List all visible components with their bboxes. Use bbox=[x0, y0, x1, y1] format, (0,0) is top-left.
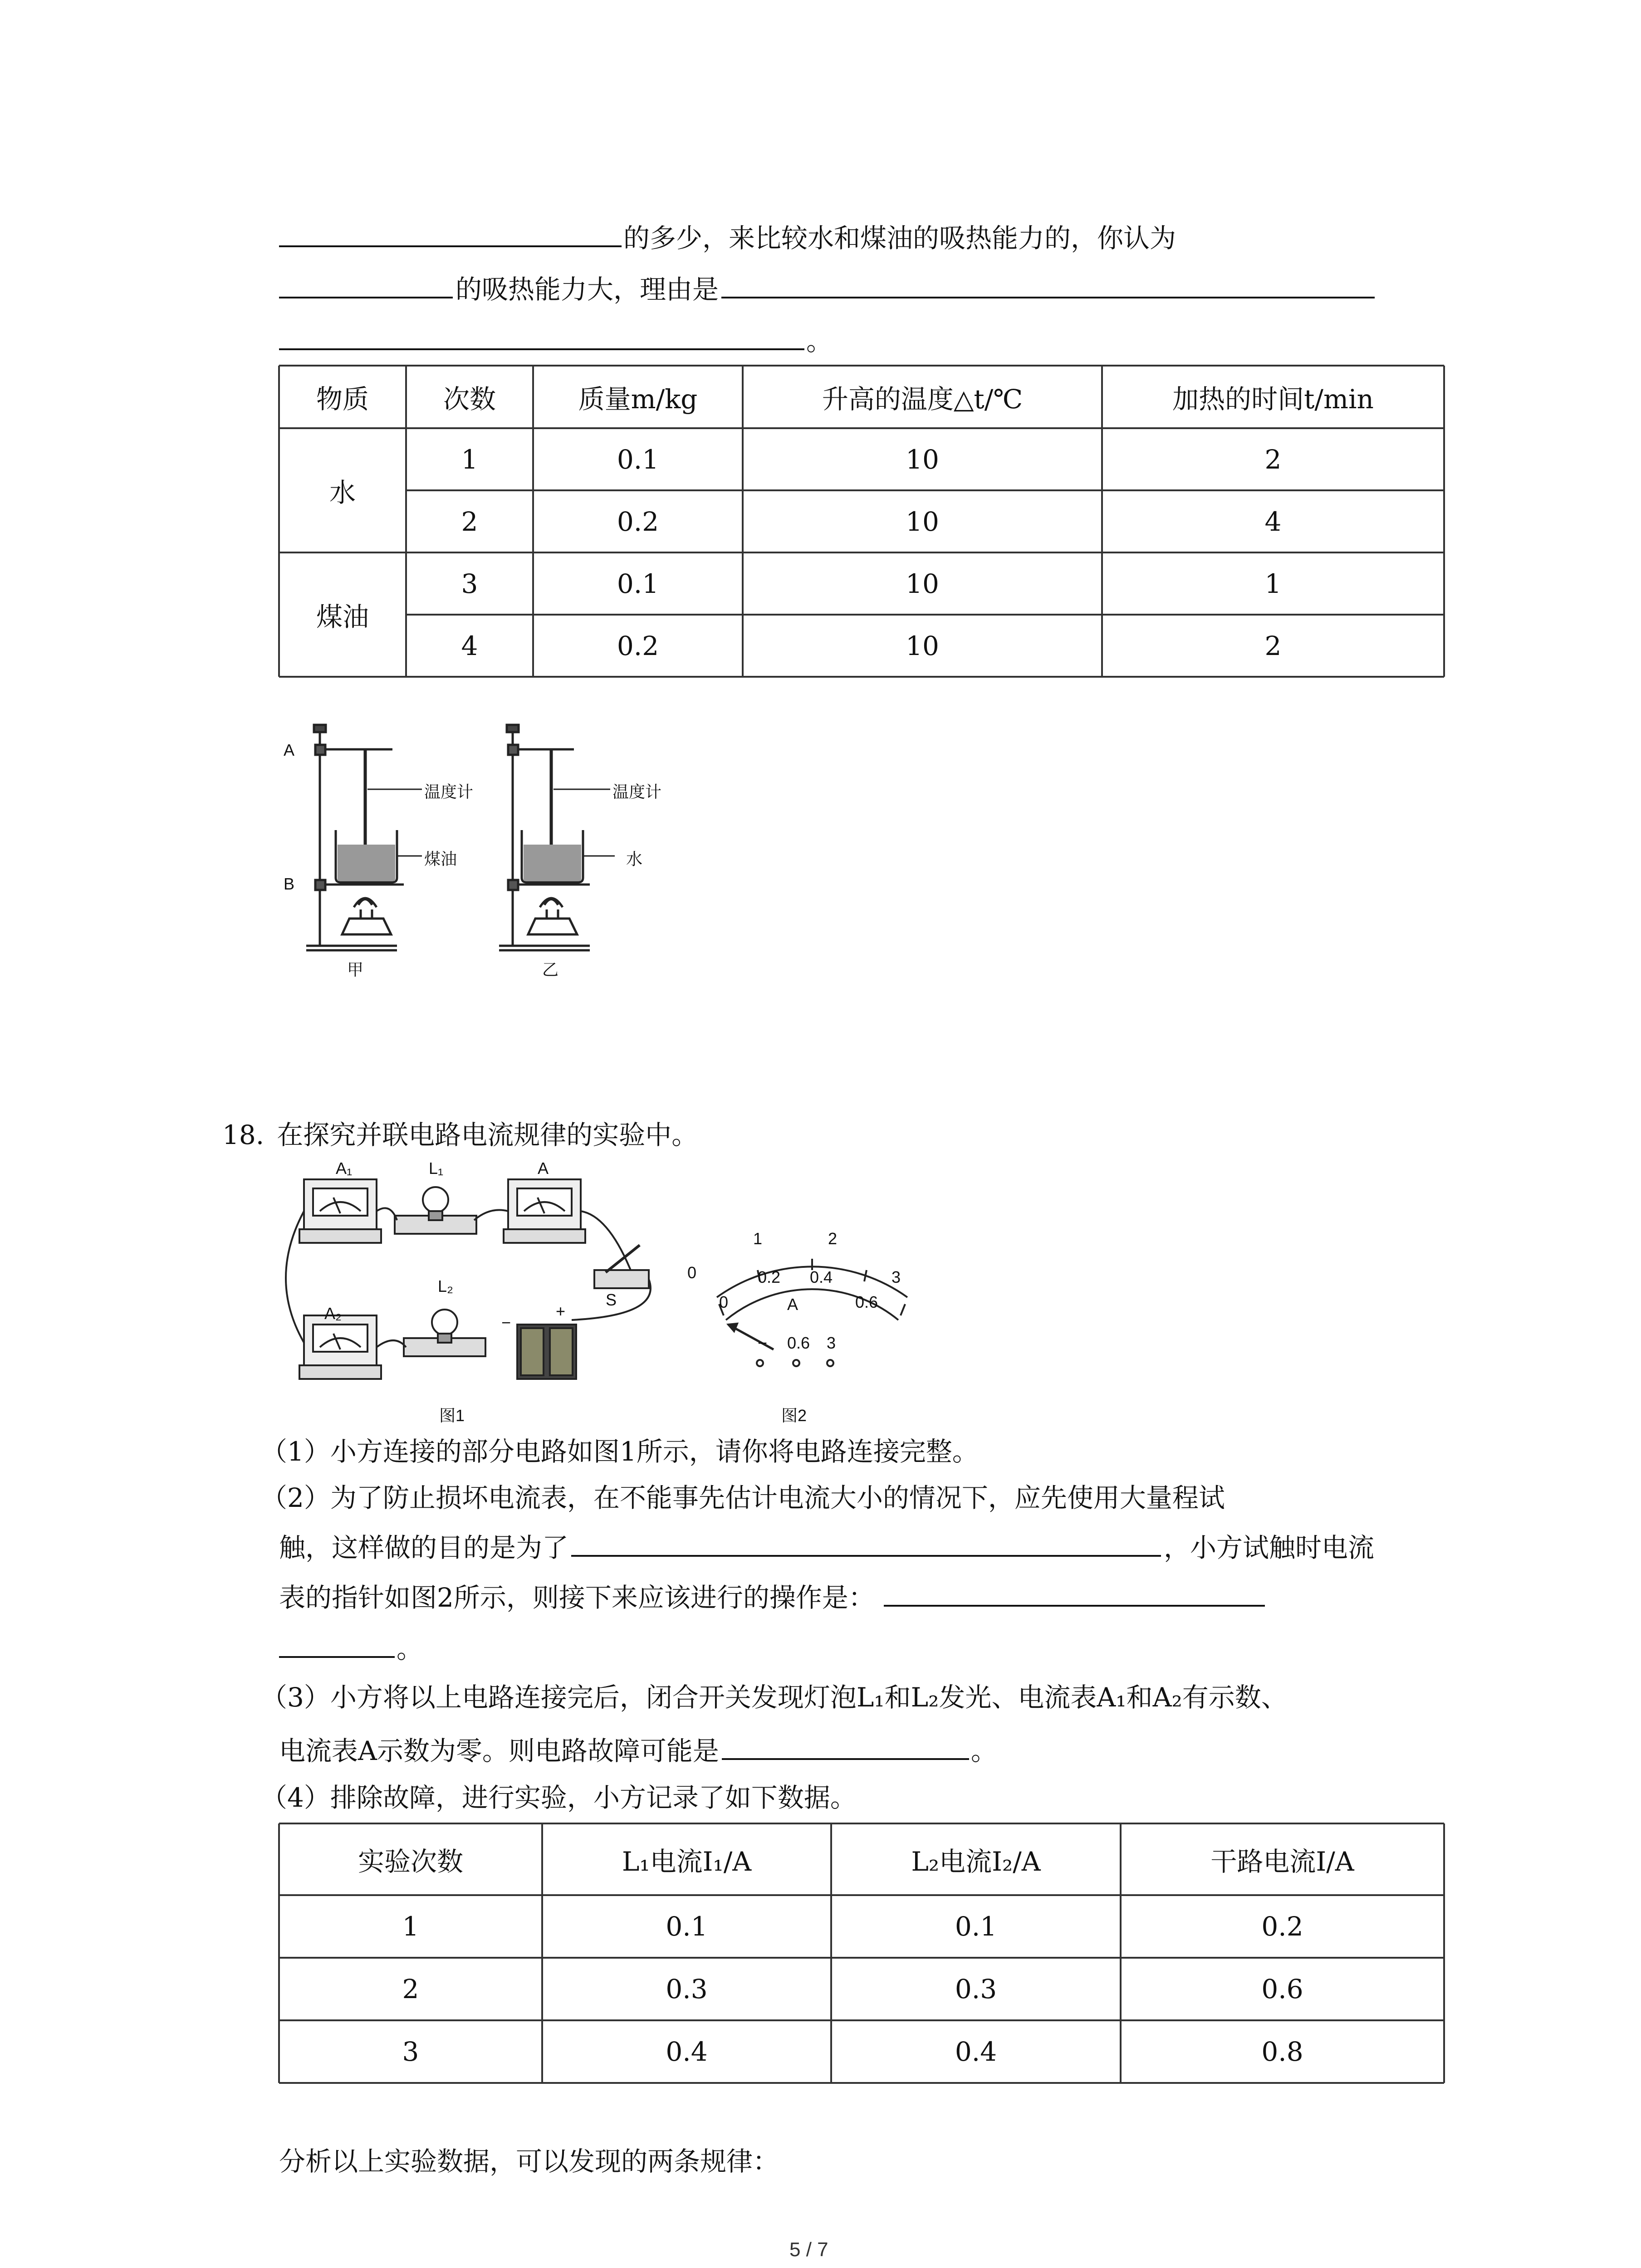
label-plus: + bbox=[556, 1302, 566, 1320]
q18-part3-line2: 电流表A示数为零。则电路故障可能是 。 bbox=[279, 1733, 997, 1769]
table-cell: 2 bbox=[402, 1974, 419, 2004]
current-table-header: L₂电流I₂/A bbox=[911, 1846, 1041, 1877]
q18-part2-line1: （2）为了防止损坏电流表，在不能事先估计电流大小的情况下，应先使用大量程试 bbox=[261, 1482, 1225, 1513]
heat-table-header: 升高的温度△t/℃ bbox=[822, 384, 1023, 415]
table-cell: 2 bbox=[1264, 444, 1282, 475]
table-cell: 10 bbox=[906, 568, 939, 599]
page-number: 5 / 7 bbox=[789, 2239, 828, 2261]
dial-unit: A bbox=[787, 1295, 798, 1314]
table-cell: 10 bbox=[906, 630, 939, 661]
q18-part2-line4: 。 bbox=[279, 1631, 423, 1667]
table-cell: 4 bbox=[461, 630, 478, 661]
current-table-header: 实验次数 bbox=[358, 1846, 463, 1877]
label-a: A bbox=[284, 741, 295, 759]
label-s: S bbox=[606, 1290, 617, 1309]
thermometer-label: 温度计 bbox=[612, 782, 662, 801]
q17-line2: 的吸热能力大，理由是 bbox=[279, 271, 1375, 308]
q18-part2-line3: 表的指针如图2所示，则接下来应该进行的操作是： bbox=[279, 1579, 1265, 1616]
table-cell: 1 bbox=[1264, 568, 1282, 599]
dial-bottom-2: 0.4 bbox=[810, 1268, 833, 1286]
substance-cell: 水 bbox=[329, 477, 356, 508]
label-a2: A₂ bbox=[324, 1304, 342, 1323]
table-cell: 2 bbox=[1264, 630, 1282, 661]
table-cell: 0.4 bbox=[955, 2036, 997, 2067]
caption-yi: 乙 bbox=[542, 960, 559, 979]
dial-top-3: 3 bbox=[892, 1268, 901, 1286]
label-minus: − bbox=[501, 1313, 511, 1332]
table-cell: 0.1 bbox=[955, 1911, 997, 1942]
water-label: 水 bbox=[626, 850, 643, 868]
dial-bottom-0: 0 bbox=[719, 1293, 729, 1311]
q17-line1: 的多少，来比较水和煤油的吸热能力的，你认为 bbox=[279, 220, 1176, 256]
kerosene-label: 煤油 bbox=[424, 850, 457, 868]
heat-table-header: 次数 bbox=[443, 384, 496, 415]
table-cell: 2 bbox=[461, 506, 478, 537]
table-cell: 0.2 bbox=[617, 630, 659, 661]
table-cell: 0.2 bbox=[1261, 1911, 1303, 1942]
table-cell: 0.1 bbox=[666, 1911, 708, 1942]
q18-part4: （4）排除故障，进行实验，小方记录了如下数据。 bbox=[261, 1782, 857, 1813]
label-b: B bbox=[284, 875, 295, 893]
label-a1: A₁ bbox=[336, 1159, 353, 1178]
table-cell: 0.3 bbox=[955, 1974, 997, 2004]
table-cell: 1 bbox=[461, 444, 478, 475]
table-cell: 0.6 bbox=[1261, 1974, 1303, 2004]
caption-jia: 甲 bbox=[347, 960, 364, 979]
substance-cell: 煤油 bbox=[316, 601, 369, 632]
terminal-3: 3 bbox=[827, 1334, 836, 1352]
table-cell: 4 bbox=[1264, 506, 1282, 537]
q18-part2-line2: 触，这样做的目的是为了 ，小方试触时电流 bbox=[279, 1530, 1374, 1566]
dial-top-0: 0 bbox=[687, 1263, 697, 1282]
table-cell: 0.1 bbox=[617, 568, 659, 599]
terminal-06: 0.6 bbox=[787, 1334, 810, 1352]
thermometer-label: 温度计 bbox=[424, 782, 474, 801]
table-cell: 3 bbox=[461, 568, 478, 599]
heat-table-header: 质量m/kg bbox=[578, 384, 698, 415]
dial-bottom-3: 0.6 bbox=[855, 1293, 878, 1311]
table-cell: 1 bbox=[402, 1911, 419, 1942]
dial-bottom-1: 0.2 bbox=[758, 1268, 781, 1286]
table-cell: 0.8 bbox=[1261, 2036, 1303, 2067]
label-a: A bbox=[538, 1159, 549, 1178]
heat-table-header: 加热的时间t/min bbox=[1172, 384, 1374, 415]
q18-part1: （1）小方连接的部分电路如图1所示，请你将电路连接完整。 bbox=[261, 1436, 979, 1467]
q18-part3-line1: （3）小方将以上电路连接完后，闭合开关发现灯泡L₁和L₂发光、电流表A₁和A₂有示数、 bbox=[261, 1682, 1288, 1713]
table-cell: 0.3 bbox=[666, 1974, 708, 2004]
q18-stem: 18. 在探究并联电路电流规律的实验中。 bbox=[222, 1119, 698, 1150]
label-l2: L₂ bbox=[438, 1277, 453, 1295]
current-table-header: L₁电流I₁/A bbox=[622, 1846, 752, 1877]
label-l1: L₁ bbox=[429, 1159, 444, 1178]
q18-analysis: 分析以上实验数据，可以发现的两条规律： bbox=[279, 2146, 779, 2177]
dial-top-2: 2 bbox=[828, 1229, 838, 1248]
heat-table-header: 物质 bbox=[316, 384, 369, 415]
table-cell: 10 bbox=[906, 506, 939, 537]
table-cell: 0.1 bbox=[617, 444, 659, 475]
current-table-header: 干路电流I/A bbox=[1210, 1846, 1354, 1877]
table-cell: 3 bbox=[402, 2036, 419, 2067]
dial-top-1: 1 bbox=[753, 1229, 763, 1248]
table-cell: 0.4 bbox=[666, 2036, 708, 2067]
caption-fig2: 图2 bbox=[781, 1406, 807, 1425]
caption-fig1: 图1 bbox=[439, 1406, 465, 1425]
q17-line3: 。 bbox=[279, 323, 833, 359]
table-cell: 0.2 bbox=[617, 506, 659, 537]
table-cell: 10 bbox=[906, 444, 939, 475]
terminal-minus: − bbox=[758, 1334, 768, 1352]
